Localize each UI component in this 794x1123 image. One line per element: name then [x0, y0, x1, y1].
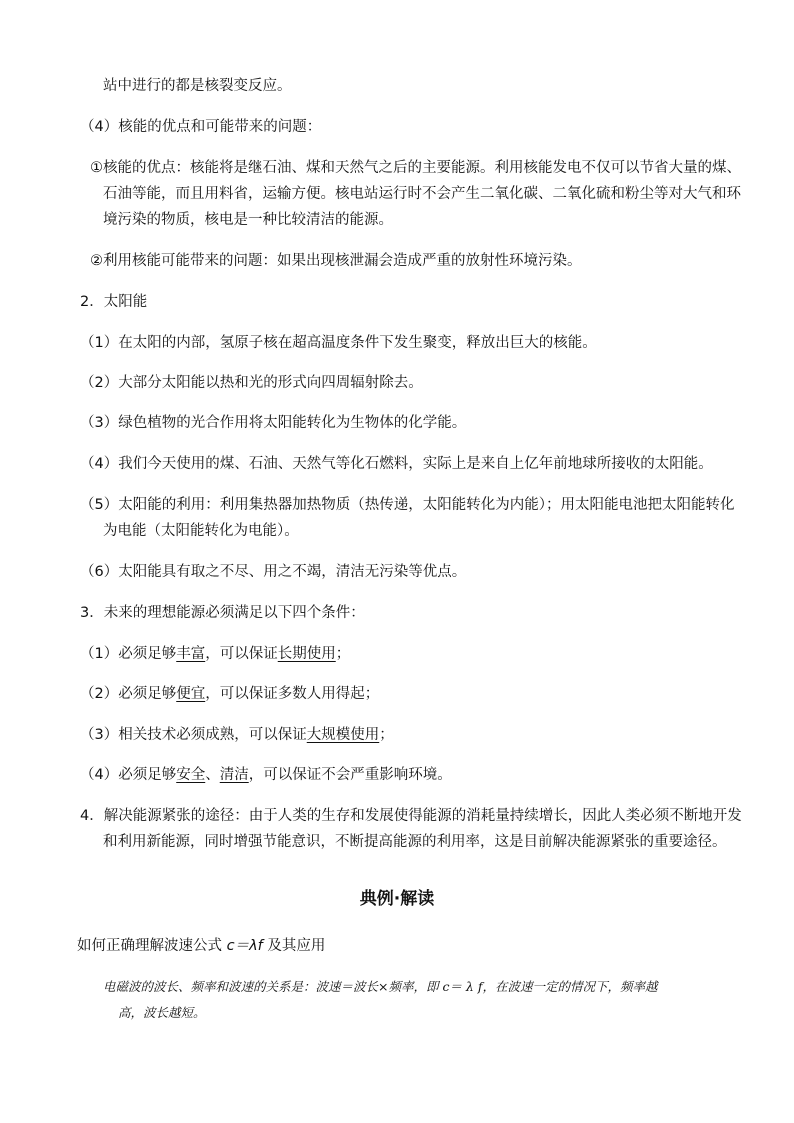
example-text-line: 高，波长越短。 [118, 1005, 206, 1020]
list-item: （1）在太阳的内部，氢原子核在超高温度条件下发生聚变，释放出巨大的核能。 [80, 335, 597, 351]
list-item: （2）大部分太阳能以热和光的形式向四周辐射除去。 [80, 375, 423, 391]
text-segment: 及其应用 [262, 938, 326, 954]
list-item: （4）我们今天使用的煤、石油、天然气等化石燃料，实际上是来自上亿年前地球所接收的太阳能。 [80, 456, 713, 472]
paragraph-line: 站中进行的都是核裂变反应。 [103, 78, 292, 94]
example-subtitle [77, 936, 325, 956]
example-text-line: 电磁波的波长、频率和波速的关系是：波速＝波长×频率，即 c＝ λ f，在波速一定的情况下，频率越 [103, 979, 658, 994]
condition-item [80, 765, 452, 785]
condition-item [80, 684, 379, 704]
underlined-term: 丰富 [176, 646, 206, 662]
text-segment: （1）必须足够 [80, 646, 177, 662]
list-item: （5）太阳能的利用：利用集热器加热物质（热传递，太阳能转化为内能）；用太阳能电池把太阳能转化 [80, 497, 735, 513]
list-item: （3）绿色植物的光合作用将太阳能转化为生物体的化学能。 [80, 415, 467, 431]
condition-item [80, 725, 394, 745]
formula: c＝λf [226, 938, 263, 954]
text-segment: 如何正确理解波速公式 [77, 938, 227, 954]
text-segment: （2）必须足够 [80, 686, 177, 702]
underlined-term: 大规模使用 [306, 727, 380, 743]
underlined-term: 长期使用 [277, 646, 336, 662]
section-heading: 3．未来的理想能源必须满足以下四个条件： [80, 605, 365, 621]
text-segment: ； [335, 646, 351, 662]
paragraph-line: 境污染的物质，核电是一种比较清洁的能源。 [103, 212, 393, 228]
paragraph-line: ②利用核能可能带来的问题：如果出现核泄漏会造成严重的放射性环境污染。 [90, 253, 582, 269]
paragraph-line: 石油等能，而且用料省，运输方便。核电站运行时不会产生二氧化碳、二氧化硫和粉尘等对大气和环 [103, 186, 741, 202]
list-item: （6）太阳能具有取之不尽、用之不竭，清洁无污染等优点。 [80, 564, 467, 580]
section-title: 典例·解读 [359, 889, 435, 909]
text-segment: ，可以保证不会严重影响环境。 [248, 767, 452, 783]
section-heading: 2．太阳能 [80, 294, 148, 310]
list-item-continuation: 为电能（太阳能转化为电能）。 [103, 523, 299, 539]
subsection-heading: （4）核能的优点和可能带来的问题： [80, 119, 322, 135]
text-segment: ，可以保证 [205, 646, 278, 662]
underlined-term: 安全 [176, 767, 206, 783]
text-segment: ，可以保证多数人用得起； [205, 686, 380, 702]
text-segment: （4）必须足够 [80, 767, 177, 783]
paragraph-line: 和利用新能源，同时增强节能意识，不断提高能源的利用率，这是目前解决能源紧张的重要途径。 [103, 834, 727, 850]
text-segment: 、 [205, 767, 220, 783]
text-segment: （3）相关技术必须成熟，可以保证 [80, 727, 307, 743]
underlined-term: 清洁 [219, 767, 249, 783]
paragraph-line: ①核能的优点：核能将是继石油、煤和天然气之后的主要能源。利用核能发电不仅可以节省大量的煤、 [90, 160, 741, 176]
text-segment: ； [379, 727, 394, 743]
paragraph-line: 4．解决能源紧张的途径：由于人类的生存和发展使得能源的消耗量持续增长，因此人类必须不断地开发 [80, 808, 742, 824]
condition-item [80, 644, 350, 664]
underlined-term: 便宜 [176, 686, 206, 702]
